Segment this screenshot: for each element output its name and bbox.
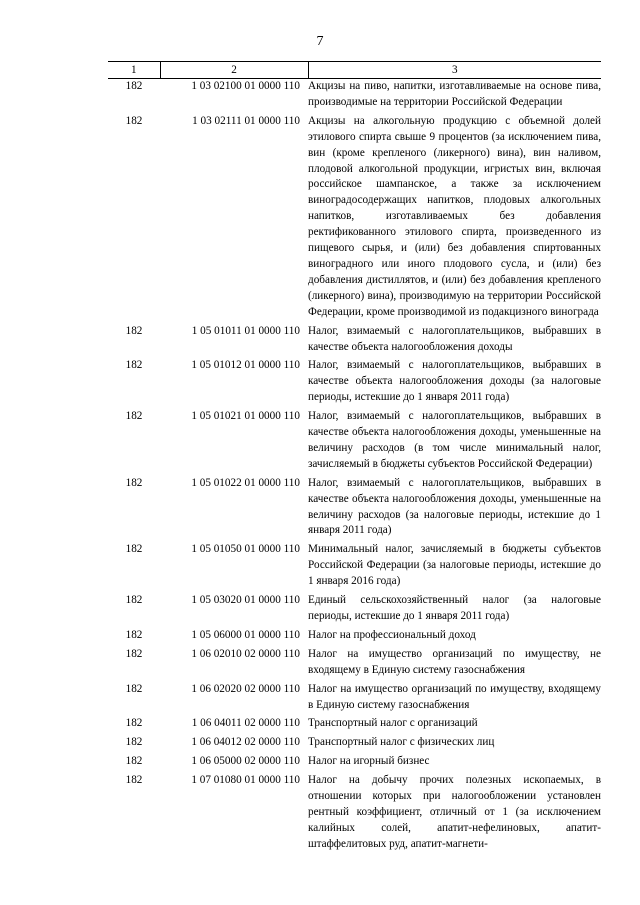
revenue-name-cell: Налог на имущество организаций по имуществу, входящему в Единую систему газоснабжения: [308, 682, 601, 711]
budget-code-cell: 1 03 02111 01 0000 110: [192, 114, 300, 127]
table-row: [108, 324, 601, 359]
table-row: [108, 542, 601, 593]
table-row: [108, 647, 601, 682]
revenue-name-cell: Единый сельскохозяйственный налог (за налоговые периоды, истекшие до 1 января 2011 года): [308, 594, 601, 622]
revenue-name-cell: Налог, взимаемый с налогоплательщиков, выбравших в качестве объекта налогообложения доходы, уменьшенные на величину расходов (в том числе минимальный налог, зачисляемый в бюджеты субъектов Российской Федерации): [308, 410, 601, 470]
budget-code-cell: 1 07 01080 01 0000 110: [191, 774, 300, 787]
budget-code-cell: 1 06 05000 02 0000 110: [191, 755, 300, 768]
admin-code-cell: 182: [125, 114, 143, 127]
table-row: [108, 476, 601, 543]
admin-code-cell: 182: [125, 594, 143, 607]
budget-code-cell: 1 05 01021 01 0000 110: [191, 410, 300, 423]
admin-code-cell: 182: [125, 543, 143, 556]
revenue-name-cell: Транспортный налог с физических лиц: [308, 736, 495, 749]
budget-code-cell: 1 05 06000 01 0000 110: [191, 628, 300, 641]
admin-code-cell: 182: [125, 80, 143, 92]
revenue-name-cell: Налог на игорный бизнес: [308, 755, 430, 768]
table-row: [108, 716, 601, 735]
table-row: [108, 754, 601, 773]
admin-code-cell: 182: [125, 755, 143, 768]
budget-code-cell: 1 06 04012 02 0000 110: [191, 736, 300, 749]
budget-code-cell: 1 03 02100 01 0000 110: [191, 80, 300, 92]
table-row: [108, 358, 601, 409]
table-row: [108, 773, 601, 856]
admin-code-cell: 182: [125, 324, 143, 337]
budget-code-cell: 1 06 02010 02 0000 110: [191, 647, 300, 660]
column-header-3: 3: [308, 62, 601, 79]
budget-code-cell: 1 05 01011 01 0000 110: [191, 324, 300, 337]
table-row: [108, 79, 601, 114]
admin-code-cell: 182: [125, 628, 143, 641]
admin-code-cell: 182: [125, 476, 143, 489]
revenue-name-cell: Транспортный налог с организаций: [308, 717, 478, 730]
admin-code-cell: 182: [125, 774, 143, 787]
revenue-name-cell: Налог, взимаемый с налогоплательщиков, выбравших в качестве объекта налогообложения доходы: [308, 324, 601, 353]
revenue-name-cell: Акцизы на пиво, напитки, изготавливаемые на основе пива, производимые на территории Российской Федерации: [308, 80, 601, 108]
admin-code-cell: 182: [125, 682, 143, 695]
revenue-name-cell: Налог, взимаемый с налогоплательщиков, выбравших в качестве объекта налогообложения доходы, уменьшенные на величину расходов (за налоговые периоды, истекшие до 1 января 2011 года): [308, 476, 601, 537]
admin-code-cell: 182: [125, 717, 143, 730]
revenue-name-cell: Налог на имущество организаций по имуществу, не входящему в Единую систему газоснабжения: [308, 647, 601, 676]
table-row: [108, 735, 601, 754]
budget-code-cell: 1 05 03020 01 0000 110: [191, 594, 300, 607]
table-header-row: [108, 62, 601, 79]
page-number: 7: [316, 34, 324, 49]
column-header-1: 1: [108, 62, 160, 79]
table-row: [108, 114, 601, 324]
revenue-name-cell: Акцизы на алкогольную продукцию с объемной долей этилового спирта свыше 9 процентов (за исключением пива, вин (кроме крепленого (ликерного) вина), вин наливом, плодовой алкогольной продукции, игристых вин, включая российское шампанское, а также за исключением виноградосодержащих напитков, плодовых алкогольных напитков, изготавливаемых без добавления ректификованного этилового спирта, произведенного из пищевого сырья, и (или) без добавления спиртованных виноградного или иного плодового сусла, и (или) без добавления дистиллятов, и (или) без добавления крепленого (ликерного) вина), производимую на территории Российской Федерации, кроме производимой из подакцизного винограда: [308, 114, 601, 318]
column-header-2: 2: [160, 62, 308, 79]
revenue-name-cell: Налог на добычу прочих полезных ископаемых, в отношении которых при налогообложении установлен рентный коэффициент, отличный от 1 (за исключением калийных солей, апатит-нефелиновых, апатит-штаффелитовых руд, апатит-магнети-: [308, 774, 601, 850]
revenue-codes-table: [108, 61, 601, 856]
table-row: [108, 409, 601, 476]
budget-code-cell: 1 05 01050 01 0000 110: [191, 543, 300, 556]
revenue-name-cell: Налог, взимаемый с налогоплательщиков, выбравших в качестве объекта налогообложения доходы (за налоговые периоды, истекшие до 1 января 2011 года): [308, 359, 601, 404]
budget-code-cell: 1 06 04011 02 0000 110: [191, 717, 300, 730]
table-row: [108, 593, 601, 628]
admin-code-cell: 182: [125, 736, 143, 749]
admin-code-cell: 182: [125, 410, 143, 423]
revenue-name-cell: Налог на профессиональный доход: [308, 628, 476, 641]
budget-code-cell: 1 05 01012 01 0000 110: [191, 359, 300, 372]
budget-code-cell: 1 06 02020 02 0000 110: [191, 682, 300, 695]
admin-code-cell: 182: [125, 359, 143, 372]
revenue-name-cell: Минимальный налог, зачисляемый в бюджеты субъектов Российской Федерации (за налоговые периоды, истекшие до 1 января 2016 года): [308, 543, 601, 588]
table-row: [108, 628, 601, 647]
budget-code-cell: 1 05 01022 01 0000 110: [191, 476, 300, 489]
admin-code-cell: 182: [125, 647, 143, 660]
table-row: [108, 682, 601, 717]
